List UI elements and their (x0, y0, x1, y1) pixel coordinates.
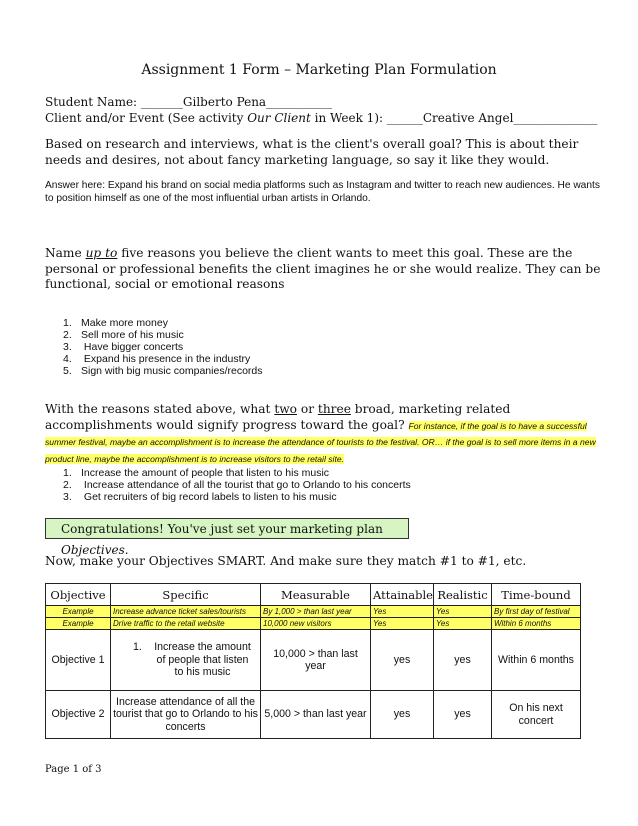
student-name-blank-after: ___________ (266, 95, 333, 109)
student-name-value: Gilberto Pena (182, 95, 267, 109)
example-cell: Yes (371, 606, 434, 618)
client-blank-before: ______ (386, 111, 423, 125)
congratulations-text: Congratulations! You've just set your marketing plan (61, 522, 383, 536)
list-item: 3. Have bigger concerts (63, 341, 184, 353)
reasons-question (45, 246, 605, 293)
list-item: 4. Expand his presence in the industry (63, 353, 251, 365)
client-label-pre: Client and/or Event (See activity (45, 111, 248, 125)
reasons-question-pre: Name (45, 246, 86, 260)
realistic-cell: yes (434, 630, 492, 691)
accomplishments-two: two (274, 402, 297, 416)
time-bound-cell: On his next concert (492, 691, 581, 739)
measurable-cell: 10,000 > than last year (261, 630, 371, 691)
header-time-bound: Time-bound (492, 584, 581, 606)
objective-cell: Objective 1 (46, 630, 111, 691)
list-item: 2. Increase attendance of all the tourist that go to Orlando to his concerts (63, 479, 411, 491)
client-label-post: in Week 1): (310, 111, 387, 125)
goal-question: Based on research and interviews, what is the client's overall goal? This is about their needs and desires, not about fancy marketing language, so say it like they would. (45, 137, 579, 167)
measurable-cell: 5,000 > than last year (261, 691, 371, 739)
reasons-list (63, 317, 263, 377)
list-item: 5. Sign with big music companies/records (63, 365, 263, 377)
accomplishments-list (63, 467, 411, 503)
attainable-cell: yes (371, 630, 434, 691)
example-cell: Increase advance ticket sales/tourists (111, 606, 261, 618)
example-cell: By 1,000 > than last year (261, 606, 371, 618)
table-row (46, 691, 581, 739)
reasons-question-em: up to (85, 246, 118, 260)
header-objective: Objective (46, 584, 111, 606)
specific-cell (111, 630, 261, 691)
smart-objectives-table (45, 583, 581, 739)
header-realistic: Realistic (434, 584, 492, 606)
accomplishments-question-pre: With the reasons stated above, what (45, 402, 275, 416)
table-header-row (46, 584, 581, 606)
client-label-em: Our Client (247, 111, 311, 125)
attainable-cell: yes (371, 691, 434, 739)
student-name-line (45, 95, 332, 109)
congratulations-em: Objectives. (61, 543, 129, 557)
header-attainable: Attainable (371, 584, 434, 606)
client-line (45, 111, 597, 125)
example-cell: Example (46, 606, 111, 618)
example-cell: Yes (371, 618, 434, 630)
specific-cell: Increase attendance of all the tourist that go to Orlando to his concerts (111, 691, 261, 739)
page-footer: Page 1 of 3 (45, 764, 102, 775)
list-item: 1. Increase the amount of people that listen to his music (63, 467, 330, 479)
example-cell: Within 6 months (492, 618, 581, 630)
header-specific: Specific (111, 584, 261, 606)
example-cell: Drive traffic to the retail website (111, 618, 261, 630)
example-note-highlight: For instance, if the goal is to have a successful summer festival, maybe an accomplishment is to increase the attendance of tourists to the festival. OR… if the goal is to sell more items in a new product line, maybe the accomplishment is to increase visitors to the retail site. (45, 420, 596, 464)
example-cell: Yes (434, 606, 492, 618)
reasons-question-post: five reasons you believe the client wants to meet this goal. These are the personal or professional benefits the client imagines he or she would realize. They can be functional, social or emotional reasons (45, 246, 601, 291)
client-value: Creative Angel (422, 111, 514, 125)
list-item: 3. Get recruiters of big record labels to listen to his music (63, 491, 337, 503)
document-title: Assignment 1 Form – Marketing Plan Formulation (141, 62, 497, 78)
student-name-label: Student Name: (45, 95, 141, 109)
time-bound-cell: Within 6 months (492, 630, 581, 691)
realistic-cell: yes (434, 691, 492, 739)
header-measurable: Measurable (261, 584, 371, 606)
table-row (46, 630, 581, 691)
specific-text: Increase the amount of people that listen to his music (154, 641, 251, 679)
example-row (46, 618, 581, 630)
accomplishments-question: With the reasons stated above, what two or three broad, marketing related accomplishments would signify progress toward the goal? For instance, if the goal is to have a successful summer festival, maybe an accomplishment is to increase the attendance of tourists to the festival. OR… if the goal is to sell more items in a new product line, maybe the accomplishment is to increase visitors to the retail site. (45, 402, 596, 464)
list-item: 1. Make more money (63, 317, 168, 329)
client-blank-after: ______________ (513, 111, 598, 125)
smart-instruction: Now, make your Objectives SMART. And make sure they match #1 to #1, etc. (45, 554, 527, 568)
accomplishments-three: three (317, 402, 351, 416)
objective-cell: Objective 2 (46, 691, 111, 739)
goal-answer: Answer here: Expand his brand on social media platforms such as Instagram and twitter to reach new audiences. He wants to position himself as one of the most influential urban artists in Orlando. (45, 180, 600, 204)
specific-number: 1. (133, 641, 142, 654)
student-name-blank-before: _______ (140, 95, 183, 109)
example-cell: By first day of festival (492, 606, 581, 618)
example-cell: Example (46, 618, 111, 630)
congratulations-box (45, 518, 409, 557)
example-row (46, 606, 581, 618)
example-cell: Yes (434, 618, 492, 630)
accomplishments-question-post: broad, marketing related accomplishments would signify progress toward the goal? (45, 402, 511, 432)
example-cell: 10,000 new visitors (261, 618, 371, 630)
list-item: 2. Sell more of his music (63, 329, 184, 341)
